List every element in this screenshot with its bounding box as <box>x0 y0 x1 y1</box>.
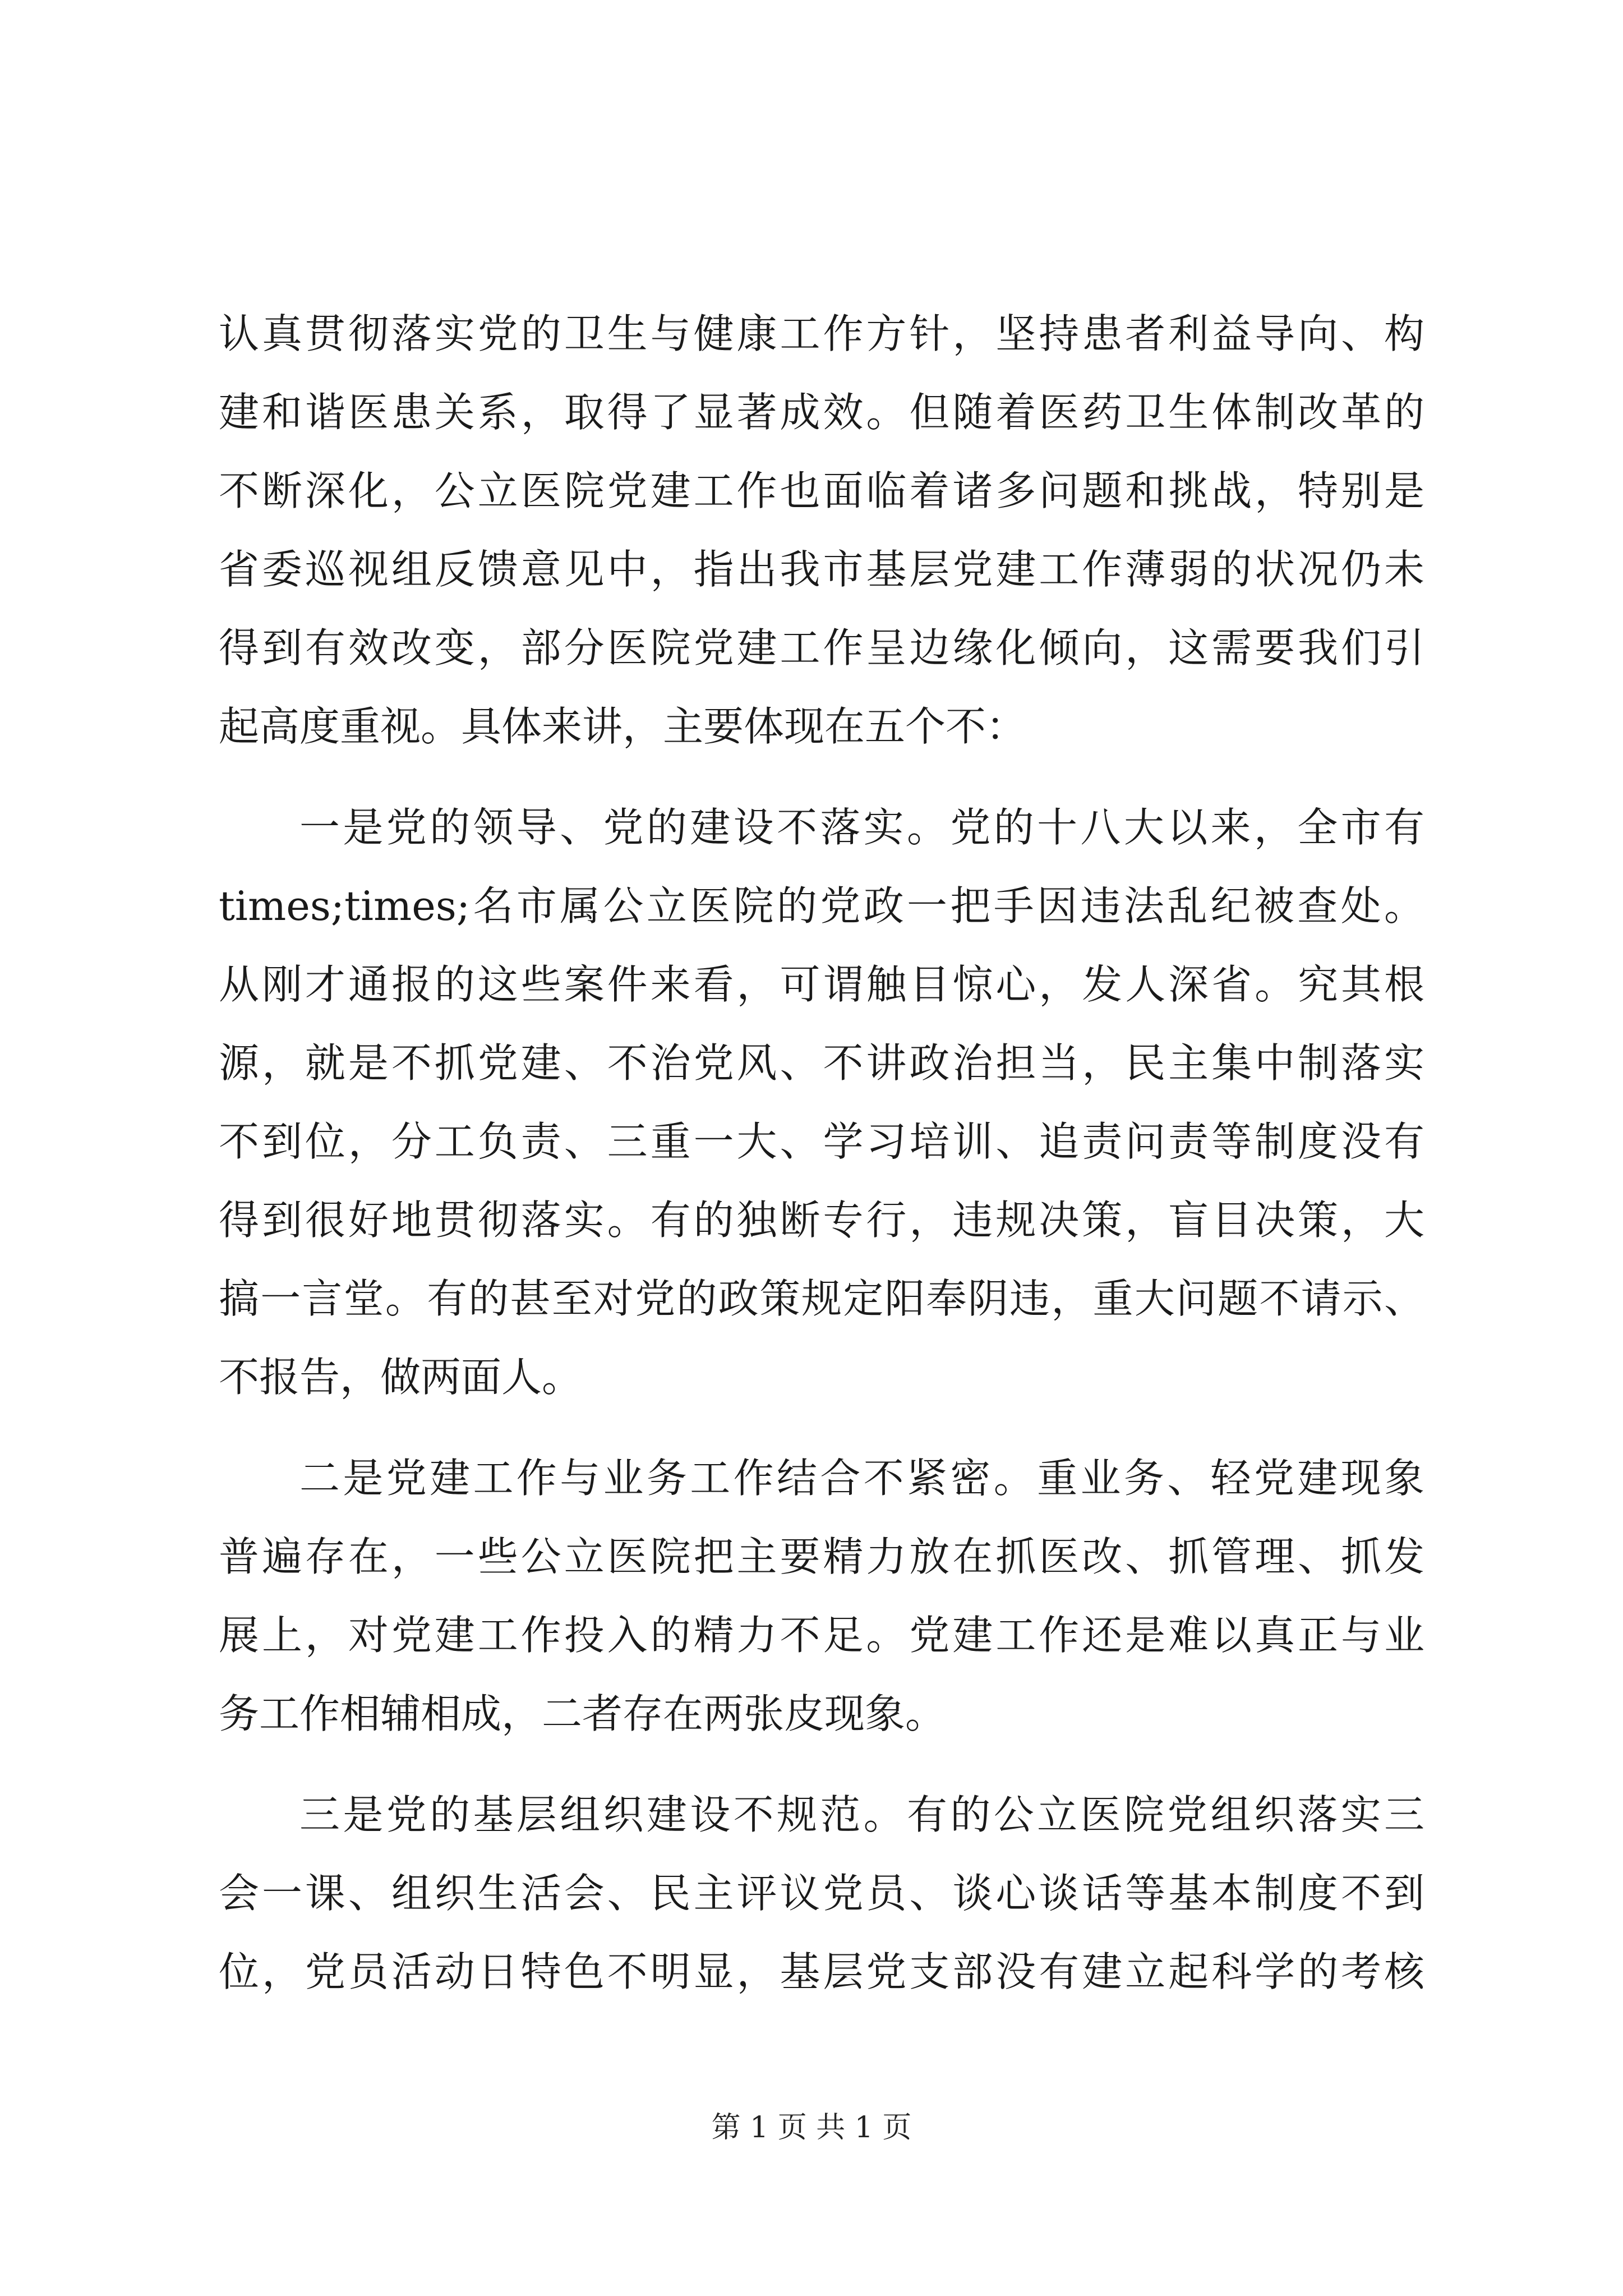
text-line: 不到位，分工负责、三重一大、学习培训、追责问责等制度没有 <box>219 1118 1424 1165</box>
text-line: 会一课、组织生活会、民主评议党员、谈心谈话等基本制度不到 <box>219 1870 1424 1917</box>
text-line: 省委巡视组反馈意见中，指出我市基层党建工作薄弱的状况仍未 <box>219 546 1424 593</box>
text-line: 不断深化，公立医院党建工作也面临着诸多问题和挑战，特别是 <box>219 467 1424 514</box>
text-line: 位，党员活动日特色不明显，基层党支部没有建立起科学的考核 <box>219 1948 1424 1995</box>
text-line: times;times;名市属公立医院的党政一把手因违法乱纪被查处。 <box>219 882 1424 930</box>
text-line: 建和谐医患关系，取得了显著成效。但随着医药卫生体制改革的 <box>219 389 1424 436</box>
text-line: 得到很好地贯彻落实。有的独断专行，违规决策，盲目决策，大 <box>219 1197 1424 1244</box>
text-line: 一是党的领导、党的建设不落实。党的十八大以来，全市有 <box>299 804 1424 851</box>
text-line: 源，就是不抓党建、不治党风、不讲政治担当，民主集中制落实 <box>219 1039 1424 1087</box>
text-line: 从刚才通报的这些案件来看，可谓触目惊心，发人深省。究其根 <box>219 961 1424 1008</box>
text-line: 三是党的基层组织建设不规范。有的公立医院党组织落实三 <box>299 1791 1424 1838</box>
paragraph-point-one <box>219 788 1424 1416</box>
text-line: 展上，对党建工作投入的精力不足。党建工作还是难以真正与业 <box>219 1612 1424 1659</box>
page-footer: 第 1 页 共 1 页 <box>711 2111 912 2145</box>
text-line: 搞一言堂。有的甚至对党的政策规定阳奉阴违，重大问题不请示、 <box>219 1275 1424 1322</box>
body-text <box>219 295 1424 2011</box>
text-line: 认真贯彻落实党的卫生与健康工作方针，坚持患者利益导向、构 <box>219 310 1424 357</box>
text-line: 不报告，做两面人。 <box>219 1354 583 1401</box>
paragraph-point-three <box>219 1775 1424 2011</box>
text-line: 得到有效改变，部分医院党建工作呈边缘化倾向，这需要我们引 <box>219 624 1424 671</box>
text-line: 务工作相辅相成，二者存在两张皮现象。 <box>219 1690 946 1737</box>
text-line: 普遍存在，一些公立医院把主要精力放在抓医改、抓管理、抓发 <box>219 1533 1424 1580</box>
text-line: 起高度重视。具体来讲，主要体现在五个不： <box>219 703 1027 750</box>
paragraph-point-two <box>219 1439 1424 1753</box>
paragraph-intro <box>219 295 1424 766</box>
text-line: 二是党建工作与业务工作结合不紧密。重业务、轻党建现象 <box>299 1455 1424 1502</box>
